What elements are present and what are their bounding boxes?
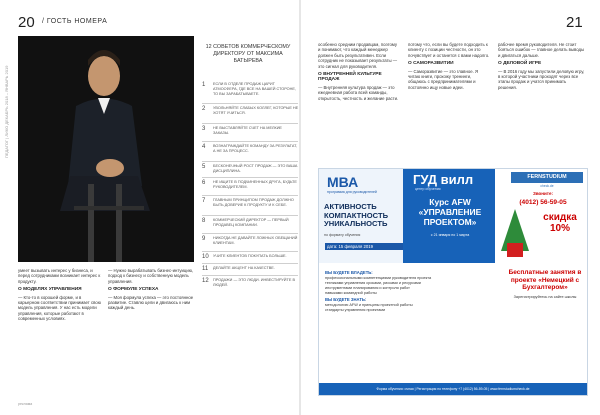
portrait-photo bbox=[18, 36, 194, 262]
activity-title: АКТИВНОСТЬ КОМПАКТНОСТЬ УНИКАЛЬНОСТЬ bbox=[324, 202, 389, 228]
portrait-illustration bbox=[18, 36, 194, 262]
activity-date: дата: 15 февраля 2019 bbox=[325, 243, 403, 250]
benefit-item: инструментами планирования и контроля работ bbox=[325, 286, 410, 290]
divider bbox=[202, 251, 298, 252]
tip-text: ГЛАВНЫМ ПРИНЦИПОМ ПРОДАЖ ДОЛЖНО БЫТЬ ДОВЕРИЕ К ПРОДУКТУ И К СЕБЕ. bbox=[213, 198, 294, 207]
tip-number: 8 bbox=[202, 218, 206, 224]
paragraph: особенно средним продавцам, поэтому и понимают, что каждый менеджер должен быть результативен. Если сотрудник не показывает результаты — это сигнал для руководителя. bbox=[318, 42, 398, 69]
subheading: О ДЕЛОВОЙ ИГРЕ bbox=[498, 61, 542, 67]
paragraph: — Нужно вырабатывать бизнес-интуицию, подход к бизнесу и собственную модель управления. bbox=[108, 268, 194, 284]
fernstudium-logo: FERNSTUDIUM bbox=[511, 172, 583, 183]
divider bbox=[202, 233, 298, 234]
phone-label: Звоните: bbox=[533, 191, 553, 196]
benefits-heading-2: ВЫ БУДЕТЕ ЗНАТЬ: bbox=[325, 297, 367, 302]
paragraph: умеет вызывать интерес у бизнеса, и перед сотрудниками возникает интерес к продукту. bbox=[18, 268, 101, 284]
benefit-item: стандарты управления проектами bbox=[325, 308, 386, 312]
tip-number: 4 bbox=[202, 144, 206, 150]
tip-number: 7 bbox=[202, 198, 206, 204]
tip-number: 6 bbox=[202, 180, 206, 186]
tip-text: ДЕЛАЙТЕ АКЦЕНТ НА КАЧЕСТВЕ. bbox=[213, 266, 275, 270]
goodwill-caption: центр обучения bbox=[415, 187, 441, 191]
divider bbox=[202, 177, 298, 178]
benefit-item: профессиональными компетенциями руководителя проекта bbox=[325, 276, 432, 280]
ad-top-banner bbox=[319, 169, 587, 263]
left-column-2 bbox=[108, 268, 194, 311]
tip-number: 11 bbox=[202, 266, 209, 272]
right-column-1 bbox=[318, 42, 400, 101]
course-block bbox=[403, 169, 495, 263]
tip-number: 5 bbox=[202, 164, 206, 170]
paragraph: — Моя формула успеха — это постоянное развитие. Ставлю цели и двигаюсь к ним каждый день. bbox=[108, 294, 194, 311]
tip-text: НИКОГДА НЕ ДАВАЙТЕ ЛОЖНЫХ ОБЕЩАНИЙ КЛИЕНТАМ. bbox=[213, 236, 298, 245]
paragraph: — Кто-то в хорошей форме, и в карьерном соответствии принимает свою модель управления. У нас есть модели управления, которые работают в современных условиях. bbox=[18, 294, 101, 322]
tip-text: НЕ ВЫСТАВЛЯЙТЕ СЧЕТ НА МЕЛКИЕ ЗАКАЗЫ. bbox=[213, 126, 282, 135]
discount-label: скидка 10% bbox=[543, 212, 577, 234]
page-gutter bbox=[299, 0, 301, 415]
phone-number[interactable]: (4012) 56-59-05 bbox=[519, 199, 567, 206]
paragraph: рабочее время руководителя. Не стоит бояться ошибок — главное делать выводы и двигаться дальше. bbox=[498, 42, 585, 58]
divider bbox=[202, 103, 298, 104]
activity-subtitle: по формату обучения bbox=[324, 233, 361, 237]
right-column-2 bbox=[408, 42, 490, 90]
tip-number: 3 bbox=[202, 126, 206, 132]
fernstudium-block bbox=[495, 169, 587, 263]
tip-number: 9 bbox=[202, 236, 206, 242]
section-header: / ГОСТЬ НОМЕРА bbox=[42, 18, 108, 25]
benefits-heading: ВЫ БУДЕТЕ ВЛАДЕТЬ: bbox=[325, 270, 373, 275]
right-column-3 bbox=[498, 42, 586, 90]
course-title: Курс AFW «УПРАВЛЕНИЕ ПРОЕКТОМ» bbox=[418, 197, 482, 227]
right-page-number: 21 bbox=[566, 14, 583, 31]
subheading: О ФОРМУЛЕ УСПЕХА bbox=[108, 287, 159, 293]
tip-text: БЕСКОНЕЧНЫЙ РОСТ ПРОДАЖ — ЭТО ВАША ДИСЦИПЛИНА. bbox=[213, 164, 298, 173]
free-classes-title: Бесплатные занятия в проекте «Немецкий с Бухгалтером» bbox=[508, 269, 582, 291]
tip-number: 1 bbox=[202, 82, 206, 88]
goodwill-logo: ГУД вилл bbox=[413, 172, 474, 187]
left-column-1 bbox=[18, 268, 102, 322]
subheading: О МОДЕЛЯХ УПРАВЛЕНИЯ bbox=[18, 287, 82, 293]
mba-block bbox=[319, 169, 403, 263]
divider bbox=[202, 215, 298, 216]
tip-number: 12 bbox=[202, 278, 209, 284]
tip-text: УВОЛЬНЯЙТЕ СЛАБЫХ КОЛЛЕГ, КОТОРЫЕ НЕ ХОТЯТ УЧИТЬСЯ. bbox=[213, 106, 299, 115]
divider bbox=[202, 123, 298, 124]
tips-heading: 12 СОВЕТОВ КОММЕРЧЕСКОМУ ДИРЕКТОРУ ОТ МАКСИМА БАТЫРЕВА bbox=[205, 44, 291, 64]
divider bbox=[202, 195, 298, 196]
tip-text: ПРОДАЖИ — ЭТО ЛЮДИ. ИНВЕСТИРУЙТЕ В ЛЮДЕЙ. bbox=[213, 278, 295, 287]
tip-number: 10 bbox=[202, 254, 209, 260]
benefit-item: навыками командной работы bbox=[325, 291, 377, 295]
tip-number: 2 bbox=[202, 106, 206, 112]
paragraph: — Внутренняя культура продаж — это ежедневная работа всей команды, открытость, честность и желание расти. bbox=[318, 84, 399, 101]
free-classes-block bbox=[507, 269, 583, 299]
paragraph: — Саморазвитие — это главное. Я читаю книги, прохожу тренинги, общаюсь с предпринимателями и постоянно ищу новые идеи. bbox=[408, 68, 479, 90]
tip-text: ЕСЛИ В ОТДЕЛЕ ПРОДАЖ ЦАРИТ АТМОСФЕРА, ГДЕ ВСЕ НА ВАШЕЙ СТОРОНЕ, ТО ВЫ ЗАРАБАТЫВАЕТЕ. bbox=[213, 82, 296, 96]
mba-logo-caption: программа для руководителей bbox=[327, 190, 377, 194]
advertisement[interactable] bbox=[318, 168, 588, 396]
mba-logo: МВА bbox=[327, 174, 359, 190]
left-page-number: 20 bbox=[18, 14, 35, 31]
tip-text: УЧИТЕ КЛИЕНТОВ ПОКУПАТЬ БОЛЬШЕ. bbox=[213, 254, 287, 258]
footer-note: реклама bbox=[18, 402, 33, 406]
divider bbox=[202, 275, 298, 276]
divider bbox=[202, 263, 298, 264]
benefit-item: методологию AFW и принципы проектной работы bbox=[325, 303, 413, 307]
ad-footer: Форма обучения: очная | Регистрация по телефону +7 (4012) 56-59-05 | www.fernstudiumcheck.de bbox=[319, 383, 587, 395]
subheading: О ВНУТРЕННЕЙ КУЛЬТУРЕ ПРОДАЖ bbox=[318, 72, 382, 83]
divider bbox=[202, 141, 298, 142]
divider bbox=[202, 161, 298, 162]
fernstudium-domain: check.de bbox=[540, 184, 554, 188]
tip-text: НЕ ИЩИТЕ В ПОДЧИНЕННЫХ ДРУГА, БУДЬТЕ РУКОВОДИТЕЛЕМ. bbox=[213, 180, 297, 189]
vertical-label: ПЕДАГОГ | ЛИКО ДЕКАБРЬ 2018 – ЯНВАРЬ 2019 bbox=[4, 65, 9, 158]
gift-icon bbox=[507, 243, 523, 257]
course-dates: с 21 января по 1 марта bbox=[430, 233, 470, 237]
paragraph: — В 2016 году мы запустили деловую игру, в которой участники проходят через все этапы продаж и учатся принимать решения. bbox=[498, 68, 585, 90]
tip-text: КОММЕРЧЕСКИЙ ДИРЕКТОР — ПЕРВЫЙ ПРОДАВЕЦ КОМПАНИИ. bbox=[213, 218, 289, 227]
course-benefits bbox=[325, 269, 505, 313]
free-classes-note: Зарегистрируйтесь на сайте школы bbox=[513, 294, 577, 299]
tip-text: ВОЗНАГРАЖДАЙТЕ КОМАНДУ ЗА РЕЗУЛЬТАТ, А НЕ ЗА ПРОЦЕСС. bbox=[213, 144, 298, 153]
benefit-item: техниками управления сроками, рисками и ресурсами bbox=[325, 281, 421, 285]
paragraph: потому что, если вы будете подходить к клиенту с позиции честности, он это почувствует и останется с вами надолго. bbox=[408, 42, 490, 58]
subheading: О САМОРАЗВИТИИ bbox=[408, 61, 454, 67]
